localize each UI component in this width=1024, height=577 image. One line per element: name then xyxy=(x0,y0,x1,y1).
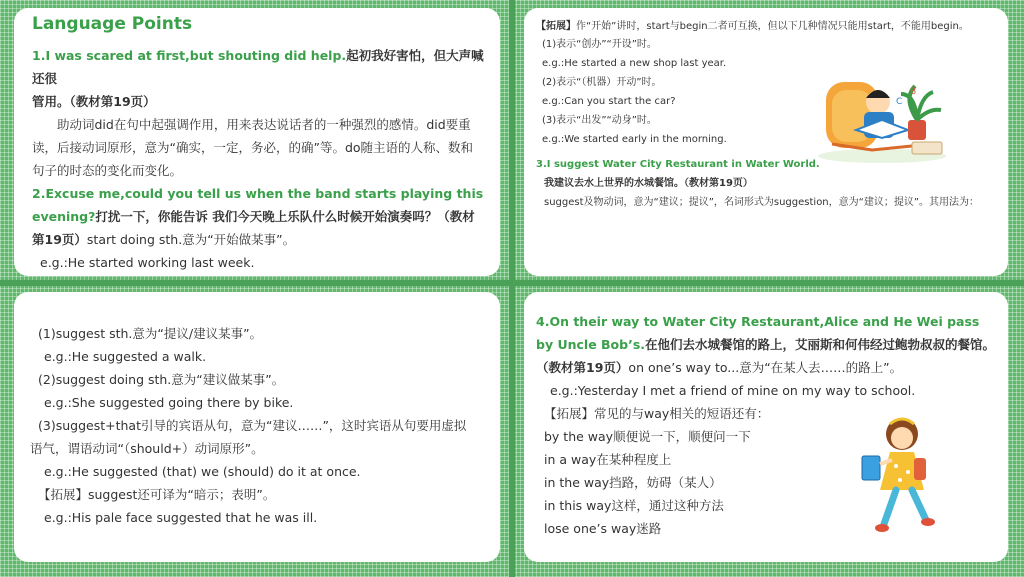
phrase-item: by the way顺便说一下，顺便问一下 xyxy=(544,429,751,444)
example: e.g.:He suggested a walk. xyxy=(44,349,207,364)
point-2-heading: 2.Excuse me,could you tell us when the band starts playing this evening?打扰一下，你能告诉 我们今天晚上乐队什么时候开始演奏吗？（教材第19页）start doing sth.意为“开始做某事”。 xyxy=(32,186,484,247)
list-item: (3)表示“出发”“动身”时。 xyxy=(542,115,657,126)
point-3-heading: 3.I suggest Water City Restaurant in Water World. xyxy=(536,159,820,170)
usage-line: (3)suggest+that引导的宾语从句，意为“建议……”，这时宾语从句要用虚拟 xyxy=(38,418,467,433)
phrase-item: in a way在某种程度上 xyxy=(544,452,672,467)
card-top-left xyxy=(14,8,500,276)
vertical-divider xyxy=(509,0,515,577)
girl-with-book-illustration xyxy=(856,412,940,536)
usage-line: (1)suggest sth.意为“提议/建议某事”。 xyxy=(38,326,263,341)
example: e.g.:He suggested (that) we (should) do it at once. xyxy=(44,464,361,479)
card-top-right xyxy=(524,8,1008,276)
list-item: (1)表示“创办”“开设”时。 xyxy=(542,39,657,50)
usage-line: 语气，谓语动词“（should+）动词原形”。 xyxy=(30,441,264,456)
point-1-heading-line2: 管用。（教材第19页） xyxy=(32,94,156,109)
point-3-explanation: suggest及物动词，意为“建议；提议”，名词形式为suggestion，意为“建议；提议”。其用法为： xyxy=(544,197,980,208)
extension-note: 【拓展】作“开始”讲时，start与begin二者可互换，但以下几种情况只能用start，不能用begin。 xyxy=(536,21,969,32)
phrase-item: in this way这样，通过这种方法 xyxy=(544,498,724,513)
example: e.g.:He started working last week. xyxy=(40,255,255,270)
example: e.g.:Yesterday I met a friend of mine on my way to school. xyxy=(550,383,916,398)
svg-text:C: C xyxy=(896,97,903,107)
extension-note: 【拓展】suggest还可译为“暗示；表明”。 xyxy=(38,487,276,502)
horizontal-divider xyxy=(0,280,1024,286)
usage-line: (2)suggest doing sth.意为“建议做某事”。 xyxy=(38,372,285,387)
list-item: (2)表示“（机器）开动”时。 xyxy=(542,77,662,88)
example: e.g.:She suggested going there by bike. xyxy=(44,395,294,410)
extension-note: 【拓展】常见的与way相关的短语还有： xyxy=(544,406,770,421)
card-title: Language Points xyxy=(32,14,193,34)
point-1-heading: 1.I was scared at first,but shouting did help.起初我好害怕，但大声喊还很 xyxy=(32,48,484,86)
list-item: e.g.:We started early in the morning. xyxy=(542,134,727,145)
svg-text:B: B xyxy=(910,87,917,97)
point-1-explanation: 助动词did在句中起强调作用，用来表达说话者的一种强烈的感情。did要重读，后接动词原形，意为“确实，一定，务必，的确”等。do随主语的人称、数和句子的时态的变化而变化。 xyxy=(32,117,474,178)
card-bottom-left xyxy=(14,292,500,562)
example: e.g.:His pale face suggested that he was ill. xyxy=(44,510,318,525)
card-bottom-right xyxy=(524,292,1008,562)
point-3-heading-cn: 我建议去水上世界的水城餐馆。（教材第19页） xyxy=(544,178,753,189)
list-item: e.g.:He started a new shop last year. xyxy=(542,58,727,69)
point-4-heading: 4.On their way to Water City Restaurant,Alice and He Wei pass by Uncle Bob’s.在他们去水城餐馆的路上，艾丽斯和何伟经过鲍勃叔叔的餐馆。（教材第19页）on one’s way to...意为“在某人去……的路上”。 xyxy=(536,314,996,375)
phrase-item: lose one’s way迷路 xyxy=(544,521,662,536)
reading-boy-illustration xyxy=(812,72,952,164)
phrase-item: in the way挡路，妨碍（某人） xyxy=(544,475,722,490)
list-item: e.g.:Can you start the car? xyxy=(542,96,676,107)
